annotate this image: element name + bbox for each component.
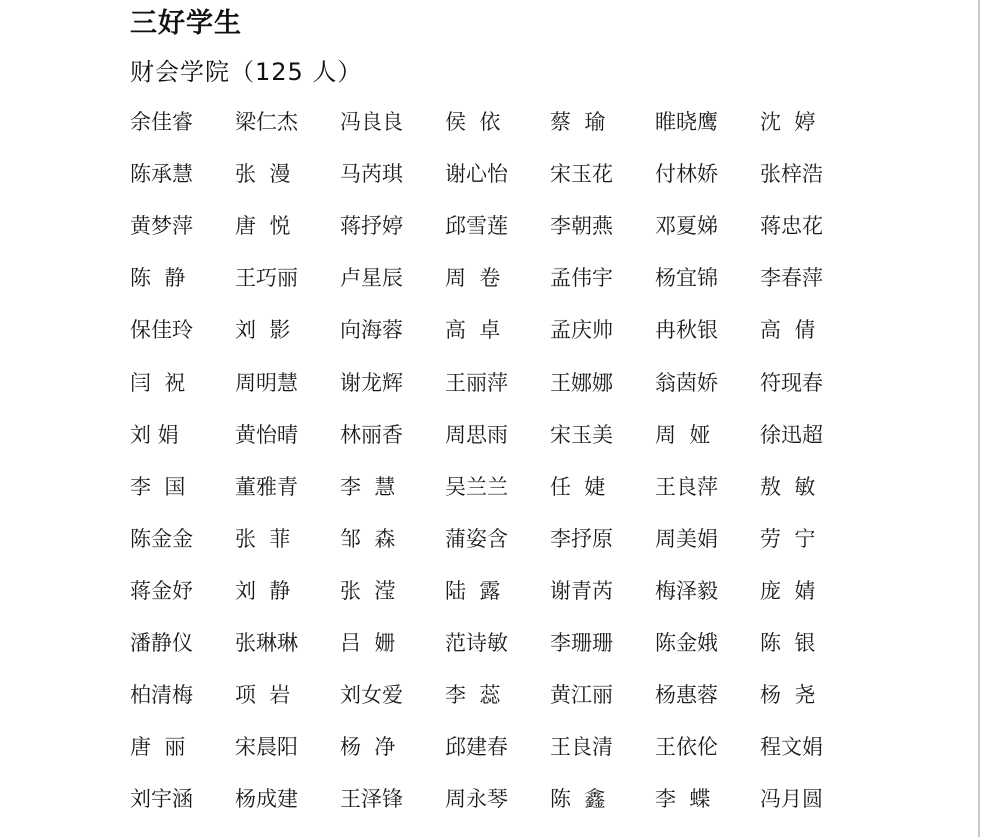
student-name: 周 卷: [445, 266, 501, 291]
student-name: 敖 敏: [760, 474, 816, 499]
student-name: 谢龙辉: [340, 370, 403, 395]
student-name: 唐 丽: [130, 735, 186, 760]
student-name: 周思雨: [445, 422, 508, 447]
student-name: 杨惠蓉: [655, 683, 718, 708]
student-name: 闫 祝: [130, 370, 186, 395]
student-name: 宋玉花: [550, 162, 613, 187]
student-name: 冉秋银: [655, 318, 718, 343]
student-name: 周美娟: [655, 526, 718, 551]
student-name: 谢青芮: [550, 578, 613, 603]
student-name: 沈 婷: [760, 110, 816, 135]
student-name: 宋晨阳: [235, 735, 298, 760]
student-name: 杨 净: [340, 735, 396, 760]
student-name: 王依伦: [655, 735, 718, 760]
page-edge-divider: [978, 0, 980, 837]
student-name: 高 倩: [760, 318, 816, 343]
student-name: 翁茵娇: [655, 370, 718, 395]
student-name: 张 菲: [235, 526, 291, 551]
student-name: 李抒原: [550, 526, 613, 551]
student-name: 李春萍: [760, 266, 823, 291]
student-name: 邱雪莲: [445, 214, 508, 239]
student-name: 刘宇涵: [130, 787, 193, 812]
student-name: 林丽香: [340, 422, 403, 447]
student-name: 董雅青: [235, 474, 298, 499]
student-name: 柏清梅: [130, 683, 193, 708]
student-name: 李 国: [130, 474, 186, 499]
student-name: 李珊珊: [550, 630, 613, 655]
student-name: 谢心怡: [445, 162, 508, 187]
student-name: 吴兰兰: [445, 474, 508, 499]
student-name: 马芮琪: [340, 162, 403, 187]
student-name: 李 慧: [340, 474, 396, 499]
student-name: 陈 鑫: [550, 787, 606, 812]
student-name: 陈 银: [760, 630, 816, 655]
student-name: 梅泽毅: [655, 578, 718, 603]
student-name: 庞 婧: [760, 578, 816, 603]
student-name: 蒋抒婷: [340, 214, 403, 239]
student-name: 李 蝶: [655, 787, 711, 812]
student-name: 张梓浩: [760, 162, 823, 187]
student-name: 李 蕊: [445, 683, 501, 708]
student-name: 陈承慧: [130, 162, 193, 187]
student-name: 黄怡晴: [235, 422, 298, 447]
student-name: 张琳琳: [235, 630, 298, 655]
student-name: 睢晓鹰: [655, 110, 718, 135]
student-name: 蒲姿含: [445, 526, 508, 551]
student-name: 杨成建: [235, 787, 298, 812]
student-name: 蔡 瑜: [550, 110, 606, 135]
student-name: 陈金金: [130, 526, 193, 551]
student-name: 孟伟宇: [550, 266, 613, 291]
student-name: 刘 娟: [130, 422, 179, 447]
student-name: 周明慧: [235, 370, 298, 395]
student-name: 王巧丽: [235, 266, 298, 291]
student-name: 孟庆帅: [550, 318, 613, 343]
student-name: 程文娟: [760, 735, 823, 760]
student-name: 余佳睿: [130, 110, 193, 135]
student-name: 吕 姗: [340, 630, 396, 655]
student-name: 冯月圆: [760, 787, 823, 812]
student-name: 黄江丽: [550, 683, 613, 708]
student-name: 刘 静: [235, 578, 291, 603]
student-name: 蒋忠花: [760, 214, 823, 239]
student-name: 徐迅超: [760, 422, 823, 447]
student-name: 王娜娜: [550, 370, 613, 395]
student-name: 项 岩: [235, 683, 291, 708]
student-name: 周永琴: [445, 787, 508, 812]
student-name: 周 娅: [655, 422, 711, 447]
student-name: 李朝燕: [550, 214, 613, 239]
student-name: 宋玉美: [550, 422, 613, 447]
student-name: 邓夏娣: [655, 214, 718, 239]
student-name: 潘静仪: [130, 630, 193, 655]
student-name: 保佳玲: [130, 318, 193, 343]
student-name: 劳 宁: [760, 526, 816, 551]
student-name: 陈金娥: [655, 630, 718, 655]
student-name: 付林娇: [655, 162, 718, 187]
student-name: 黄梦萍: [130, 214, 193, 239]
student-name: 杨 尧: [760, 683, 816, 708]
student-name: 范诗敏: [445, 630, 508, 655]
student-name: 蒋金妤: [130, 578, 193, 603]
student-name: 梁仁杰: [235, 110, 298, 135]
student-name: 王良萍: [655, 474, 718, 499]
student-name: 符现春: [760, 370, 823, 395]
student-name-list: [130, 96, 870, 825]
student-name: 邹 森: [340, 526, 396, 551]
student-name: 刘女爱: [340, 683, 403, 708]
student-name: 王良清: [550, 735, 613, 760]
student-name: 邱建春: [445, 735, 508, 760]
student-name: 王丽萍: [445, 370, 508, 395]
student-name: 卢星辰: [340, 266, 403, 291]
award-title: 三好学生: [130, 8, 242, 39]
student-name: 张 滢: [340, 578, 396, 603]
student-name: 唐 悦: [235, 214, 291, 239]
student-name: 向海蓉: [340, 318, 403, 343]
student-name: 张 漫: [235, 162, 291, 187]
student-name: 刘 影: [235, 318, 291, 343]
college-title: 财会学院（125 人）: [130, 58, 363, 86]
student-name: 杨宜锦: [655, 266, 718, 291]
student-name: 高 卓: [445, 318, 501, 343]
student-name: 任 婕: [550, 474, 606, 499]
student-name: 陆 露: [445, 578, 501, 603]
student-name: 陈 静: [130, 266, 186, 291]
student-name: 冯良良: [340, 110, 403, 135]
student-name: 王泽锋: [340, 787, 403, 812]
student-name: 侯 依: [445, 110, 501, 135]
